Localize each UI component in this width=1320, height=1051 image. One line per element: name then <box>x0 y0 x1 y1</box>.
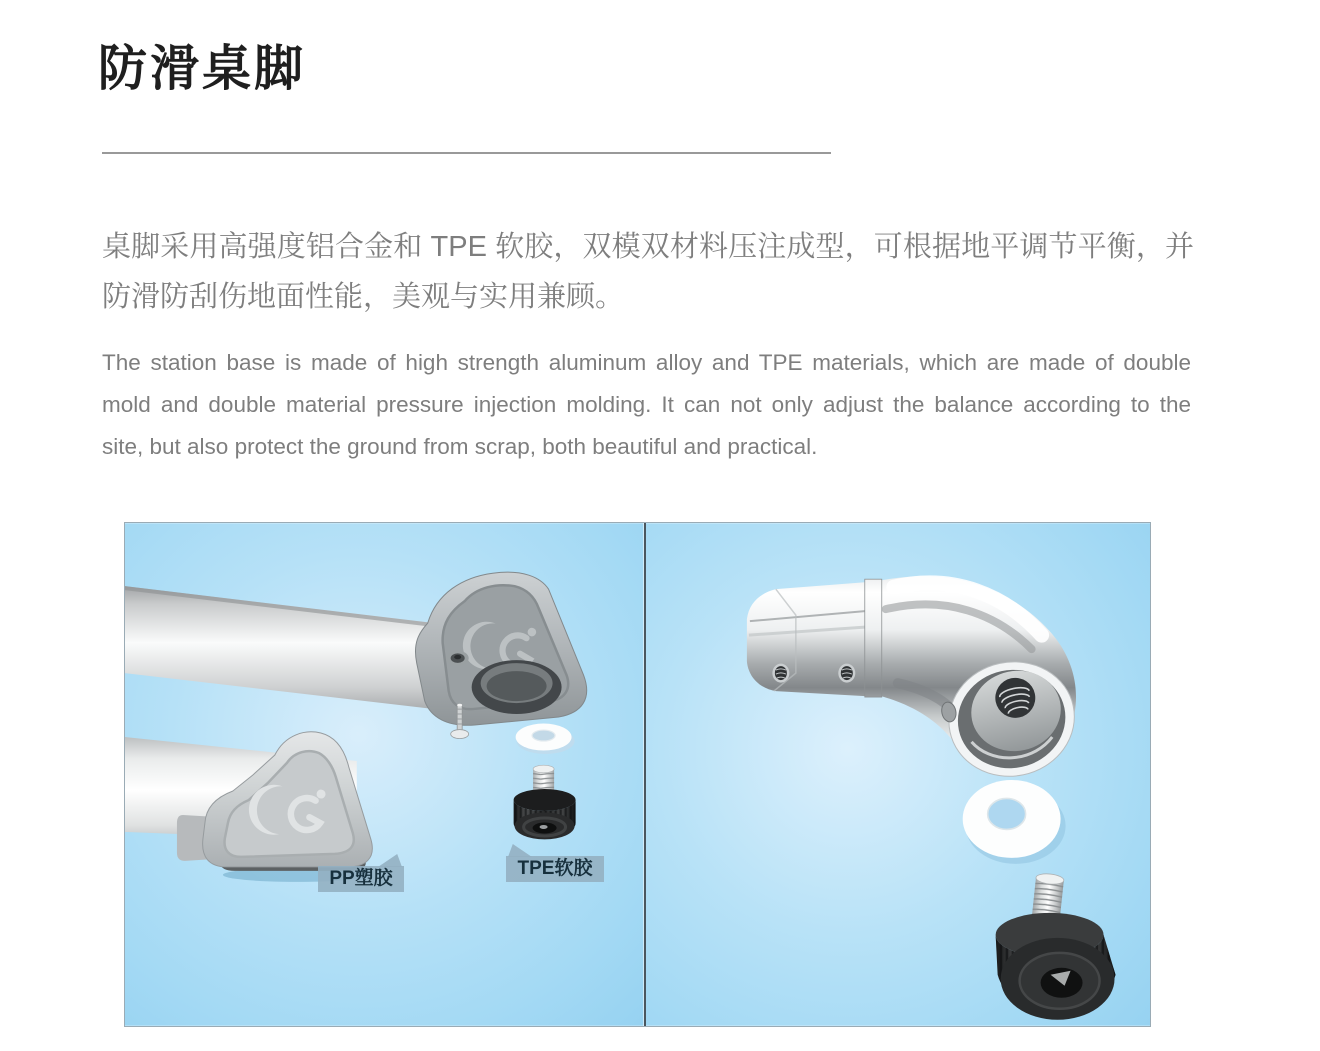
page-title: 防滑桌脚 <box>98 42 307 96</box>
clamp-screw-hole <box>772 664 789 683</box>
intro-en-line3: site, but also protect the ground from scrap, both beautiful and practical. <box>102 434 818 459</box>
clamp-screw-hole <box>838 664 855 683</box>
intro-zh-line2: 防滑防刮伤地面性能，美观与实用兼顾。 <box>102 281 625 313</box>
intro-en-line1: The station base is made of high strength aluminum alloy and TPE materials, which are made of double <box>102 350 1191 375</box>
tube-end-screw-hole <box>447 651 469 666</box>
label-pp-plastic: PP塑胶 <box>318 866 404 892</box>
intro-en-line2: mold and double material pressure injection molding. It can not only adjust the balance according to the <box>102 392 1191 417</box>
elbow-clamp-end <box>746 579 881 697</box>
figure-left-panel-image <box>125 523 644 1026</box>
intro-paragraph-chinese <box>102 222 1194 322</box>
intro-paragraph-english <box>102 342 1191 468</box>
title-divider-line <box>102 152 831 154</box>
figure-right-panel-image <box>646 523 1151 1026</box>
label-tpe-soft-rubber: TPE软胶 <box>506 856 604 882</box>
intro-zh-line1: 桌脚采用高强度铝合金和 TPE 软胶，双模双材料压注成型，可根据地平调节平衡，并 <box>102 231 1194 263</box>
product-figure <box>124 522 1151 1027</box>
